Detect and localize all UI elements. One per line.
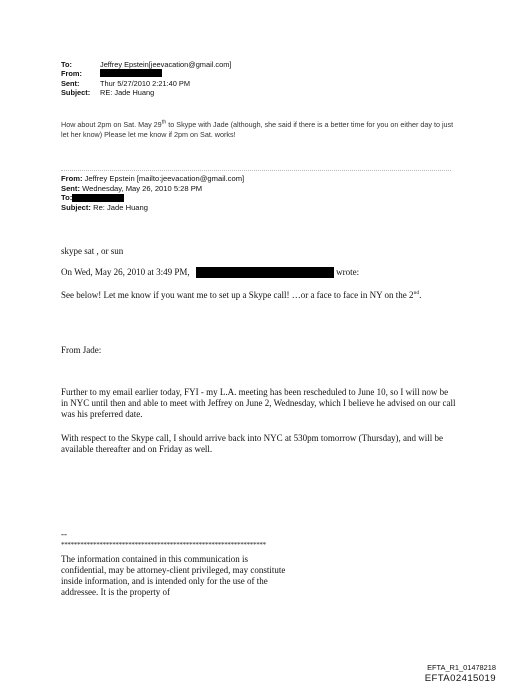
quoted-from-label: From: (61, 174, 83, 183)
wrote-text: wrote: (333, 267, 360, 277)
redaction-block (100, 69, 162, 77)
reply-sent-row (61, 79, 231, 88)
doc-id-small: EFTA_R1_01478218 (427, 663, 496, 672)
reply-text-start: How about 2pm on Sat. May 29 (61, 120, 162, 129)
skype-call-paragraph: With respect to the Skype call, I should arrive back into NYC at 530pm tomorrow (Thursday), and will be available thereafter and on Friday as well. (61, 433, 444, 454)
on-wrote-line (61, 267, 456, 278)
quoted-subject-row (61, 203, 244, 213)
reply-text-end: to Skype with Jade (although, she said if there is a better time for you on either day to just let her know) Please let me know if 2pm on Sat. works! (61, 120, 454, 139)
redaction-block (72, 194, 124, 203)
see-below-text: See below! Let me know if you want me to set up a Skype call! …or a face to face in NY on the 2 (61, 290, 414, 300)
to-value: Jeffrey Epstein[jeevacation@gmail.com] (100, 60, 232, 69)
quoted-subject-value: Re: Jade Huang (90, 202, 148, 212)
reply-subject-row (61, 88, 231, 97)
see-below-end: . (419, 290, 422, 300)
redaction-block (196, 267, 334, 278)
signature-stars: **************************************************************** (61, 541, 266, 549)
reply-from-row (61, 69, 231, 78)
reply-message (61, 120, 461, 140)
see-below-sup: nd (413, 290, 420, 296)
quoted-from-value: Jeffrey Epstein [mailto:jeevacation@gmail.com] (82, 174, 245, 183)
see-below-paragraph (61, 290, 456, 301)
from-jade-line: From Jade: (61, 345, 102, 355)
doc-id-large: EFTA02415019 (424, 673, 496, 684)
signature-dashes: -- (61, 529, 67, 539)
confidentiality-disclaimer: The information contained in this communication is confidential, may be attorney-client privileged, may constitute inside information, and is intended only for the use of the addressee. It is the property of (61, 554, 286, 597)
subject-label: Subject: (61, 88, 91, 98)
quoted-sent-row (61, 184, 244, 194)
separator-line (61, 170, 451, 171)
sent-value: Thur 5/27/2010 2:21:40 PM (100, 78, 190, 88)
reply-to-row (61, 60, 231, 69)
sent-label: Sent: (61, 78, 80, 88)
quoted-sent-label: Sent: (61, 183, 80, 193)
skype-line: skype sat , or sun (61, 246, 124, 256)
reply-header (61, 60, 231, 98)
quoted-sent-value: Wednesday, May 26, 2010 5:28 PM (79, 183, 203, 193)
from-label: From: (61, 69, 82, 79)
quoted-header (61, 174, 244, 212)
quoted-to-row (61, 193, 244, 203)
quoted-from-row (61, 174, 244, 184)
on-wrote-text: On Wed, May 26, 2010 at 3:49 PM, (61, 267, 190, 277)
quoted-to-label: To: (61, 193, 73, 203)
la-meeting-paragraph: Further to my email earlier today, FYI - my L.A. meeting has been rescheduled to June 10, so I will now be in NYC until then and able to meet with Jeffrey on June 2, Wednesday, which I believe he advised on our call was his preferred date. (61, 387, 456, 419)
quoted-subject-label: Subject: (61, 202, 91, 212)
subject-value: RE: Jade Huang (100, 88, 155, 98)
to-label: To: (61, 60, 72, 69)
reply-text-sup: th (161, 119, 167, 126)
